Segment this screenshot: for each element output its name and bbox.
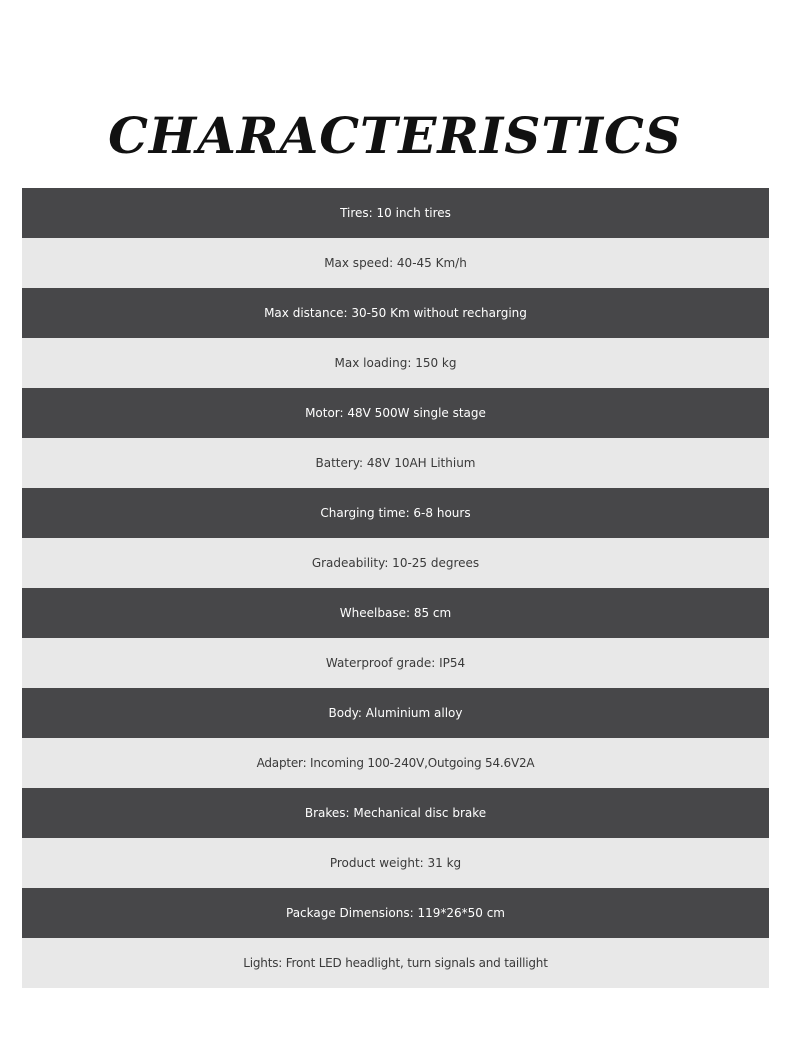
spec-row-max-loading: Max loading: 150 kg — [22, 338, 769, 388]
spec-row-product-weight: Product weight: 31 kg — [22, 838, 769, 888]
spec-row-battery: Battery: 48V 10AH Lithium — [22, 438, 769, 488]
spec-row-max-speed: Max speed: 40-45 Km/h — [22, 238, 769, 288]
page-title: CHARACTERISTICS — [108, 105, 682, 165]
spec-row-wheelbase: Wheelbase: 85 cm — [22, 588, 769, 638]
spec-row-lights: Lights: Front LED headlight, turn signals and taillight — [22, 938, 769, 988]
spec-row-adapter: Adapter: Incoming 100-240V,Outgoing 54.6V2A — [22, 738, 769, 788]
spec-row-brakes: Brakes: Mechanical disc brake — [22, 788, 769, 838]
spec-row-package-dimensions: Package Dimensions: 119*26*50 cm — [22, 888, 769, 938]
spec-row-motor: Motor: 48V 500W single stage — [22, 388, 769, 438]
spec-row-tires: Tires: 10 inch tires — [22, 188, 769, 238]
spec-row-max-distance: Max distance: 30-50 Km without recharging — [22, 288, 769, 338]
spec-row-waterproof-grade: Waterproof grade: IP54 — [22, 638, 769, 688]
specifications-table — [22, 188, 769, 988]
spec-row-gradeability: Gradeability: 10-25 degrees — [22, 538, 769, 588]
spec-row-charging-time: Charging time: 6-8 hours — [22, 488, 769, 538]
spec-row-body: Body: Aluminium alloy — [22, 688, 769, 738]
